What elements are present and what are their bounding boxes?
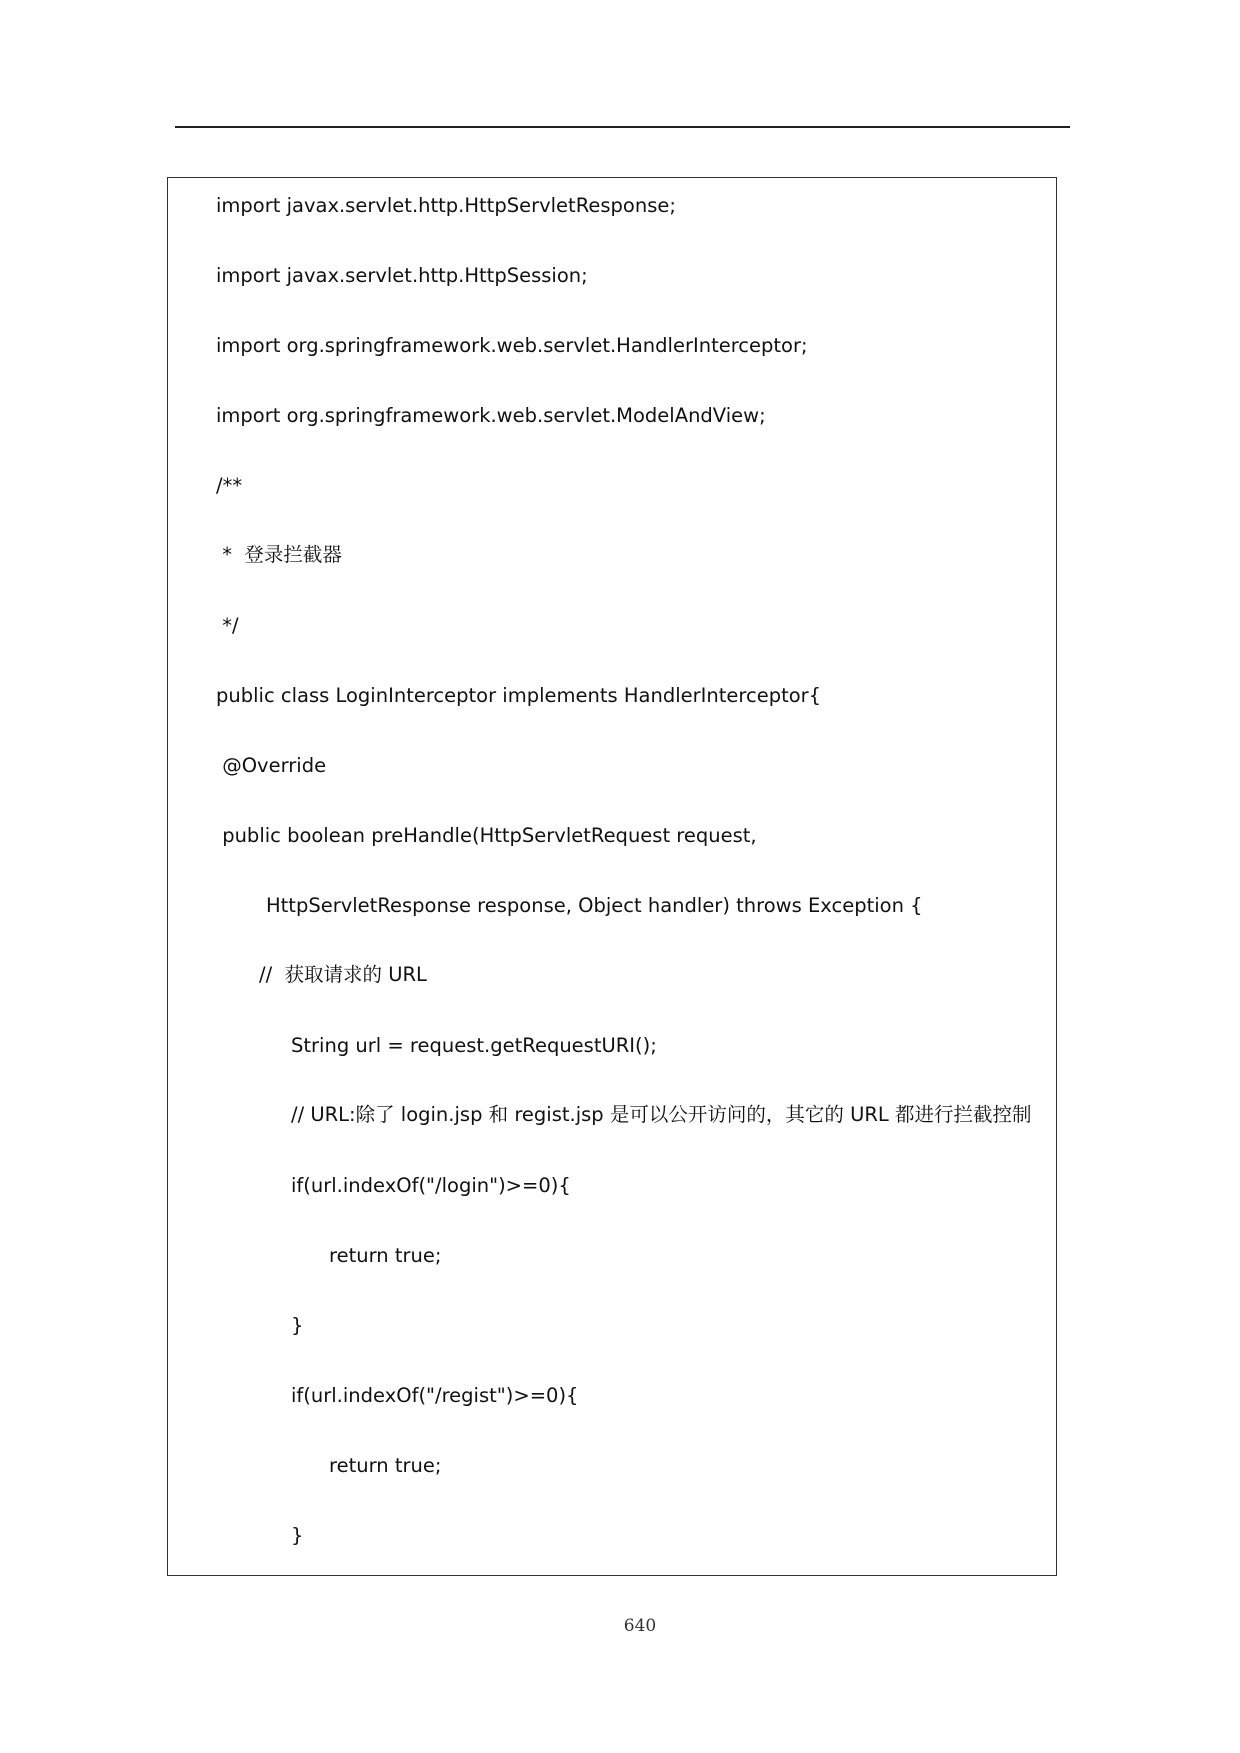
code-line: public class LoginInterceptor implements HandlerInterceptor{ xyxy=(216,684,822,707)
page-number: 640 xyxy=(623,1616,657,1636)
code-line: return true; xyxy=(329,1454,442,1477)
code-line: } xyxy=(291,1524,304,1547)
code-line: // 获取请求的 URL xyxy=(259,963,427,986)
code-line: /** xyxy=(216,474,243,497)
code-line: @Override xyxy=(216,754,327,777)
code-line: */ xyxy=(216,614,239,637)
code-line: public boolean preHandle(HttpServletRequest request, xyxy=(216,824,757,847)
code-line: return true; xyxy=(329,1244,442,1267)
header-rule xyxy=(175,126,1070,128)
code-line: // URL:除了 login.jsp 和 regist.jsp 是可以公开访问的，其它的 URL 都进行拦截控制 xyxy=(291,1103,1032,1126)
code-line: import org.springframework.web.servlet.ModelAndView; xyxy=(216,404,766,427)
code-listing-frame xyxy=(167,177,1057,1576)
code-line: } xyxy=(291,1314,304,1337)
code-line: * 登录拦截器 xyxy=(216,543,342,566)
code-line: import javax.servlet.http.HttpSession; xyxy=(216,264,588,287)
code-line: import org.springframework.web.servlet.HandlerInterceptor; xyxy=(216,334,808,357)
code-line: if(url.indexOf("/login")>=0){ xyxy=(291,1174,571,1197)
code-line: if(url.indexOf("/regist")>=0){ xyxy=(291,1384,579,1407)
code-line: String url = request.getRequestURI(); xyxy=(291,1034,657,1057)
code-line: HttpServletResponse response, Object handler) throws Exception { xyxy=(266,894,923,917)
code-line: import javax.servlet.http.HttpServletResponse; xyxy=(216,194,676,217)
